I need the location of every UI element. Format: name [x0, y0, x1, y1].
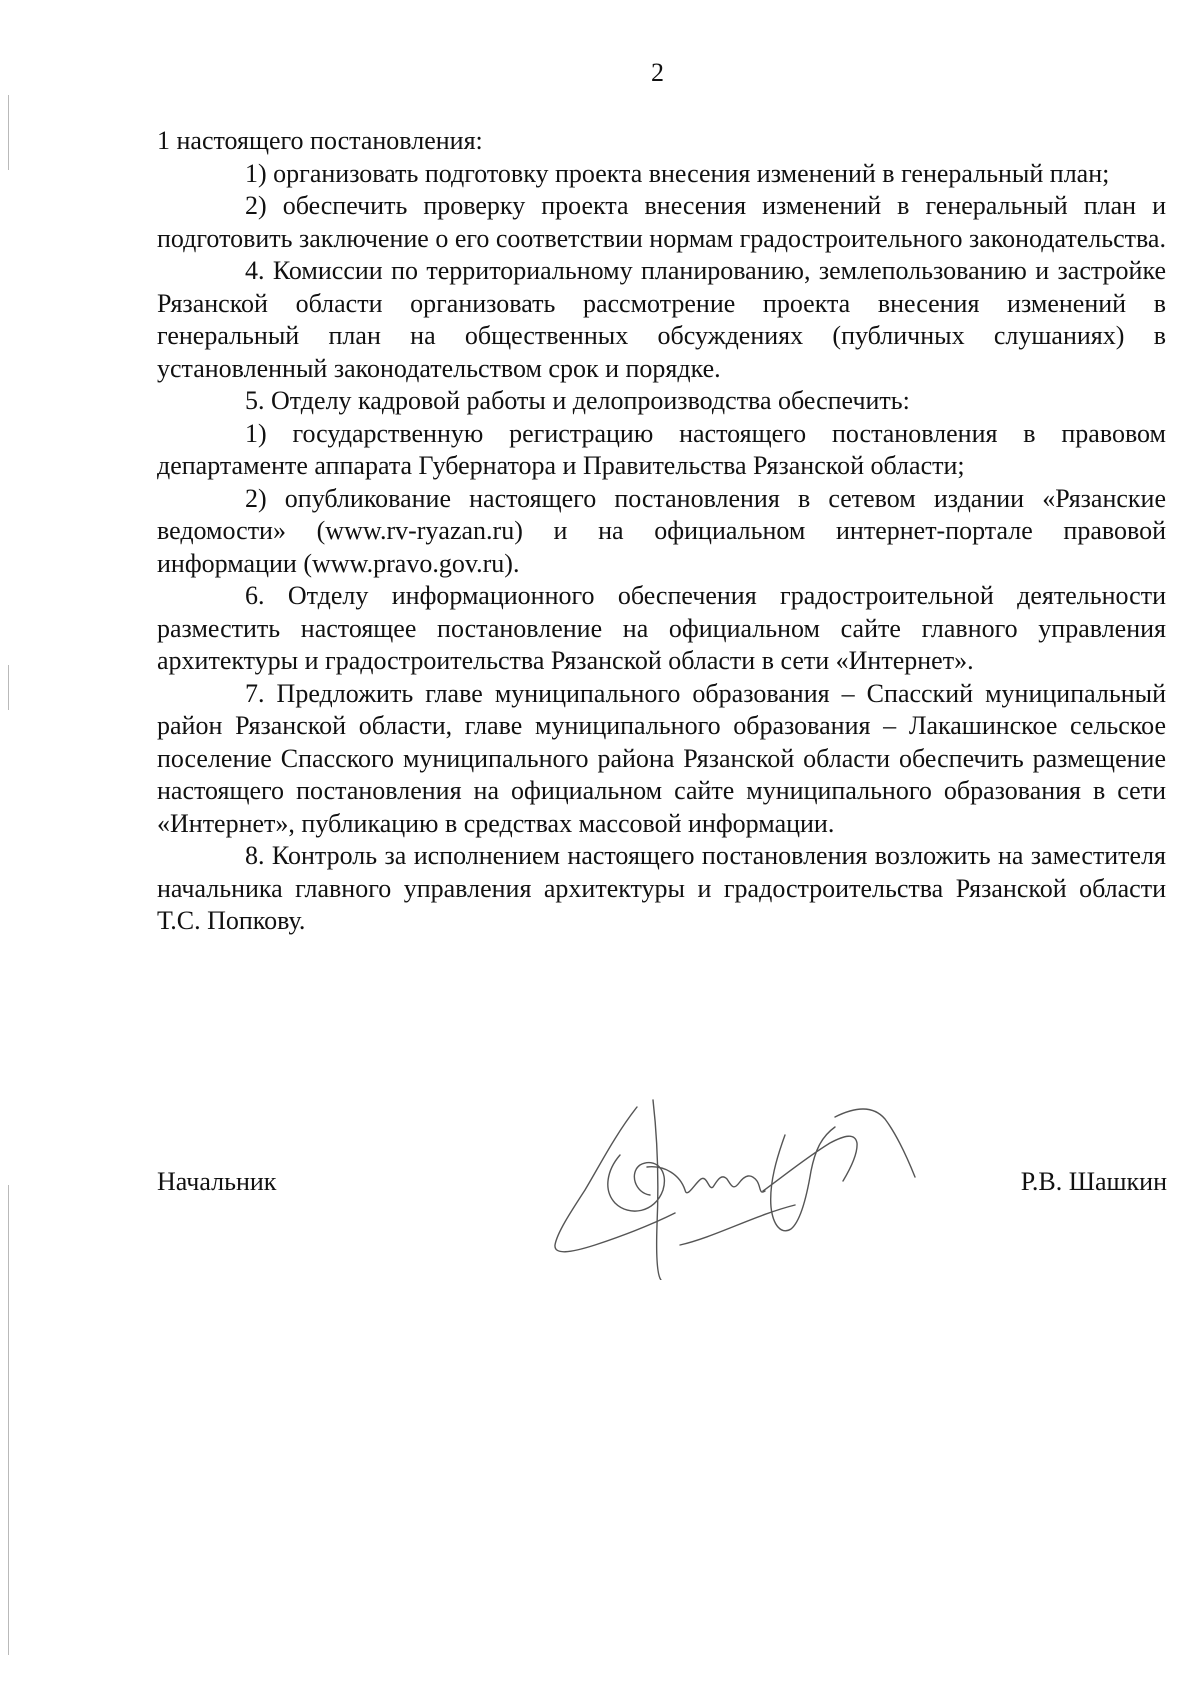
paragraph: 6. Отделу информационного обеспечения градостроительной деятельности разместить настоящее постановление на официальном сайте главного управления архитектуры и градостроительства Рязанской области в сети «Интернет».	[157, 581, 1166, 675]
paragraph: 1) государственную регистрацию настоящего постановления в правовом департаменте аппарата Губернатора и Правительства Рязанской области;	[157, 418, 1166, 480]
signatory-position: Начальник	[157, 1167, 277, 1196]
paragraph: 5. Отделу кадровой работы и делопроизводства обеспечить:	[245, 386, 910, 415]
signatory-name: Р.В. Шашкин	[1020, 1167, 1167, 1196]
paragraph: 8. Контроль за исполнением настоящего постановления возложить на заместителя начальника главного управления архитектуры и градостроительства Рязанской области Т.С. Попкову.	[157, 841, 1166, 935]
scan-edge-mark-bottom	[8, 1185, 9, 1655]
paragraph: 4. Комиссии по территориальному планированию, землепользованию и застройке Рязанской области организовать рассмотрение проекта внесения изменений в генеральный план на общественных обсуждениях (публичных слушаниях) в установленный законодательством срок и порядке.	[157, 256, 1166, 383]
scan-edge-mark-middle	[8, 665, 9, 710]
paragraph: 2) обеспечить проверку проекта внесения изменений в генеральный план и подготовить заключение о его соответствии нормам градостроительного законодательства.	[157, 191, 1166, 253]
paragraph: 1 настоящего постановления:	[157, 126, 483, 155]
paragraph: 1) организовать подготовку проекта внесения изменений в генеральный план;	[245, 158, 1110, 188]
paragraph: 2) опубликование настоящего постановления в сетевом издании «Рязанские ведомости» (www.rv-ryazan.ru) и на официальном интернет-портале правовой информации (www.pravo.gov.ru).	[157, 483, 1166, 578]
scan-edge-mark-top	[8, 95, 9, 170]
document-body	[157, 125, 1166, 938]
page-number: 2	[651, 58, 664, 87]
paragraph: 7. Предложить главе муниципального образования – Спасский муниципальный район Рязанской области, главе муниципального образования – Лакашинское сельское поселение Спасского муниципального района Рязанской области обеспечить размещение настоящего постановления на официальном сайте муниципального образования в сети «Интернет», публикацию в средствах массовой информации.	[157, 678, 1166, 838]
handwritten-signature	[545, 1095, 960, 1280]
